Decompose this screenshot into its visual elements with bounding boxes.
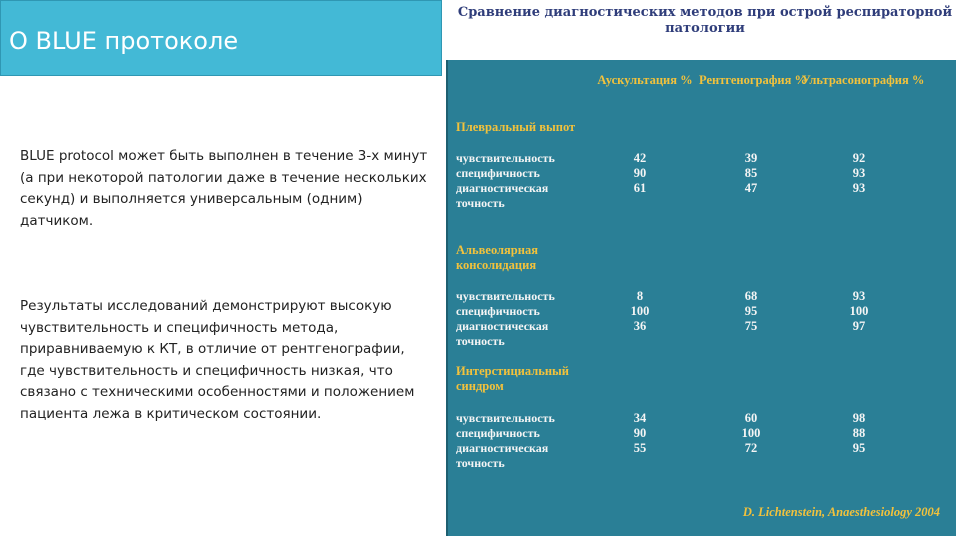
table-cell: 36 bbox=[633, 319, 647, 333]
table-cell: 90 bbox=[633, 426, 647, 440]
table-cell: 72 bbox=[744, 441, 758, 455]
table-cell: 93 bbox=[852, 166, 866, 180]
paragraph-results: Результаты исследований демонстрируют высокую чувствительность и специфичность метода, приравниваемую к КТ, в отличие от рентгенографии, где чувствительность и специфичность низкая, что связано с техническими особенностями и положением пациента лежа в критическом состоянии. bbox=[20, 298, 415, 422]
table-cell: 95 bbox=[744, 304, 758, 318]
table-cell: 88 bbox=[852, 426, 866, 440]
column-header-auscultation: Аускультация % bbox=[597, 73, 693, 87]
table-cell: 42 bbox=[633, 151, 647, 165]
table-cell: 93 bbox=[852, 289, 866, 303]
slide-title-box bbox=[0, 0, 442, 76]
table-cell: 68 bbox=[744, 289, 758, 303]
table-cell: 98 bbox=[852, 411, 866, 425]
section-interstitial-syndrome: Интерстициальный синдром bbox=[456, 364, 570, 393]
table-title: Сравнение диагностических методов при острой респираторной патологии bbox=[457, 5, 953, 36]
table-cell: 47 bbox=[744, 181, 758, 195]
comparison-table bbox=[446, 60, 956, 536]
row-label: чувствительность bbox=[456, 411, 555, 425]
citation: D. Lichtenstein, Anaesthesiology 2004 bbox=[742, 505, 940, 519]
table-cell: 34 bbox=[633, 411, 647, 425]
table-cell: 100 bbox=[741, 426, 761, 440]
table-cell: 8 bbox=[636, 289, 644, 303]
table-cell: 55 bbox=[633, 441, 647, 455]
column-header-ultrasonography: Ультрасонография % bbox=[801, 73, 925, 87]
table-cell: 100 bbox=[849, 304, 869, 318]
row-label: чувствительность bbox=[456, 151, 555, 165]
table-cell: 92 bbox=[852, 151, 866, 165]
row-label: специфичность bbox=[456, 426, 540, 440]
row-label-block bbox=[456, 289, 576, 349]
row-label: диагностическая точность bbox=[456, 181, 549, 210]
table-cell: 39 bbox=[744, 151, 758, 165]
row-label-block bbox=[456, 411, 576, 471]
table-cell: 75 bbox=[744, 319, 758, 333]
table-cell: 61 bbox=[633, 181, 647, 195]
column-header-radiography: Рентгенография % bbox=[699, 73, 807, 87]
slide-title: О BLUE протоколе bbox=[9, 27, 239, 55]
table-cell: 97 bbox=[852, 319, 866, 333]
table-cell: 95 bbox=[852, 441, 866, 455]
row-label-block bbox=[456, 151, 576, 211]
row-label: специфичность bbox=[456, 304, 540, 318]
table-cell: 93 bbox=[852, 181, 866, 195]
table-cell: 100 bbox=[630, 304, 650, 318]
section-alveolar-consolidation: Альвеолярная консолидация bbox=[456, 243, 538, 272]
paragraph-intro: BLUE protocol может быть выполнен в течение 3-х минут (а при некоторой патологии даже в течение нескольких секунд) и выполняется универсальным (одним) датчиком. bbox=[20, 148, 428, 229]
row-label: чувствительность bbox=[456, 289, 555, 303]
table-cell: 90 bbox=[633, 166, 647, 180]
row-label: диагностическая точность bbox=[456, 441, 549, 470]
row-label: специфичность bbox=[456, 166, 540, 180]
table-cell: 85 bbox=[744, 166, 758, 180]
section-pleural-effusion: Плевральный выпот bbox=[456, 120, 576, 134]
table-cell: 60 bbox=[744, 411, 758, 425]
row-label: диагностическая точность bbox=[456, 319, 549, 348]
